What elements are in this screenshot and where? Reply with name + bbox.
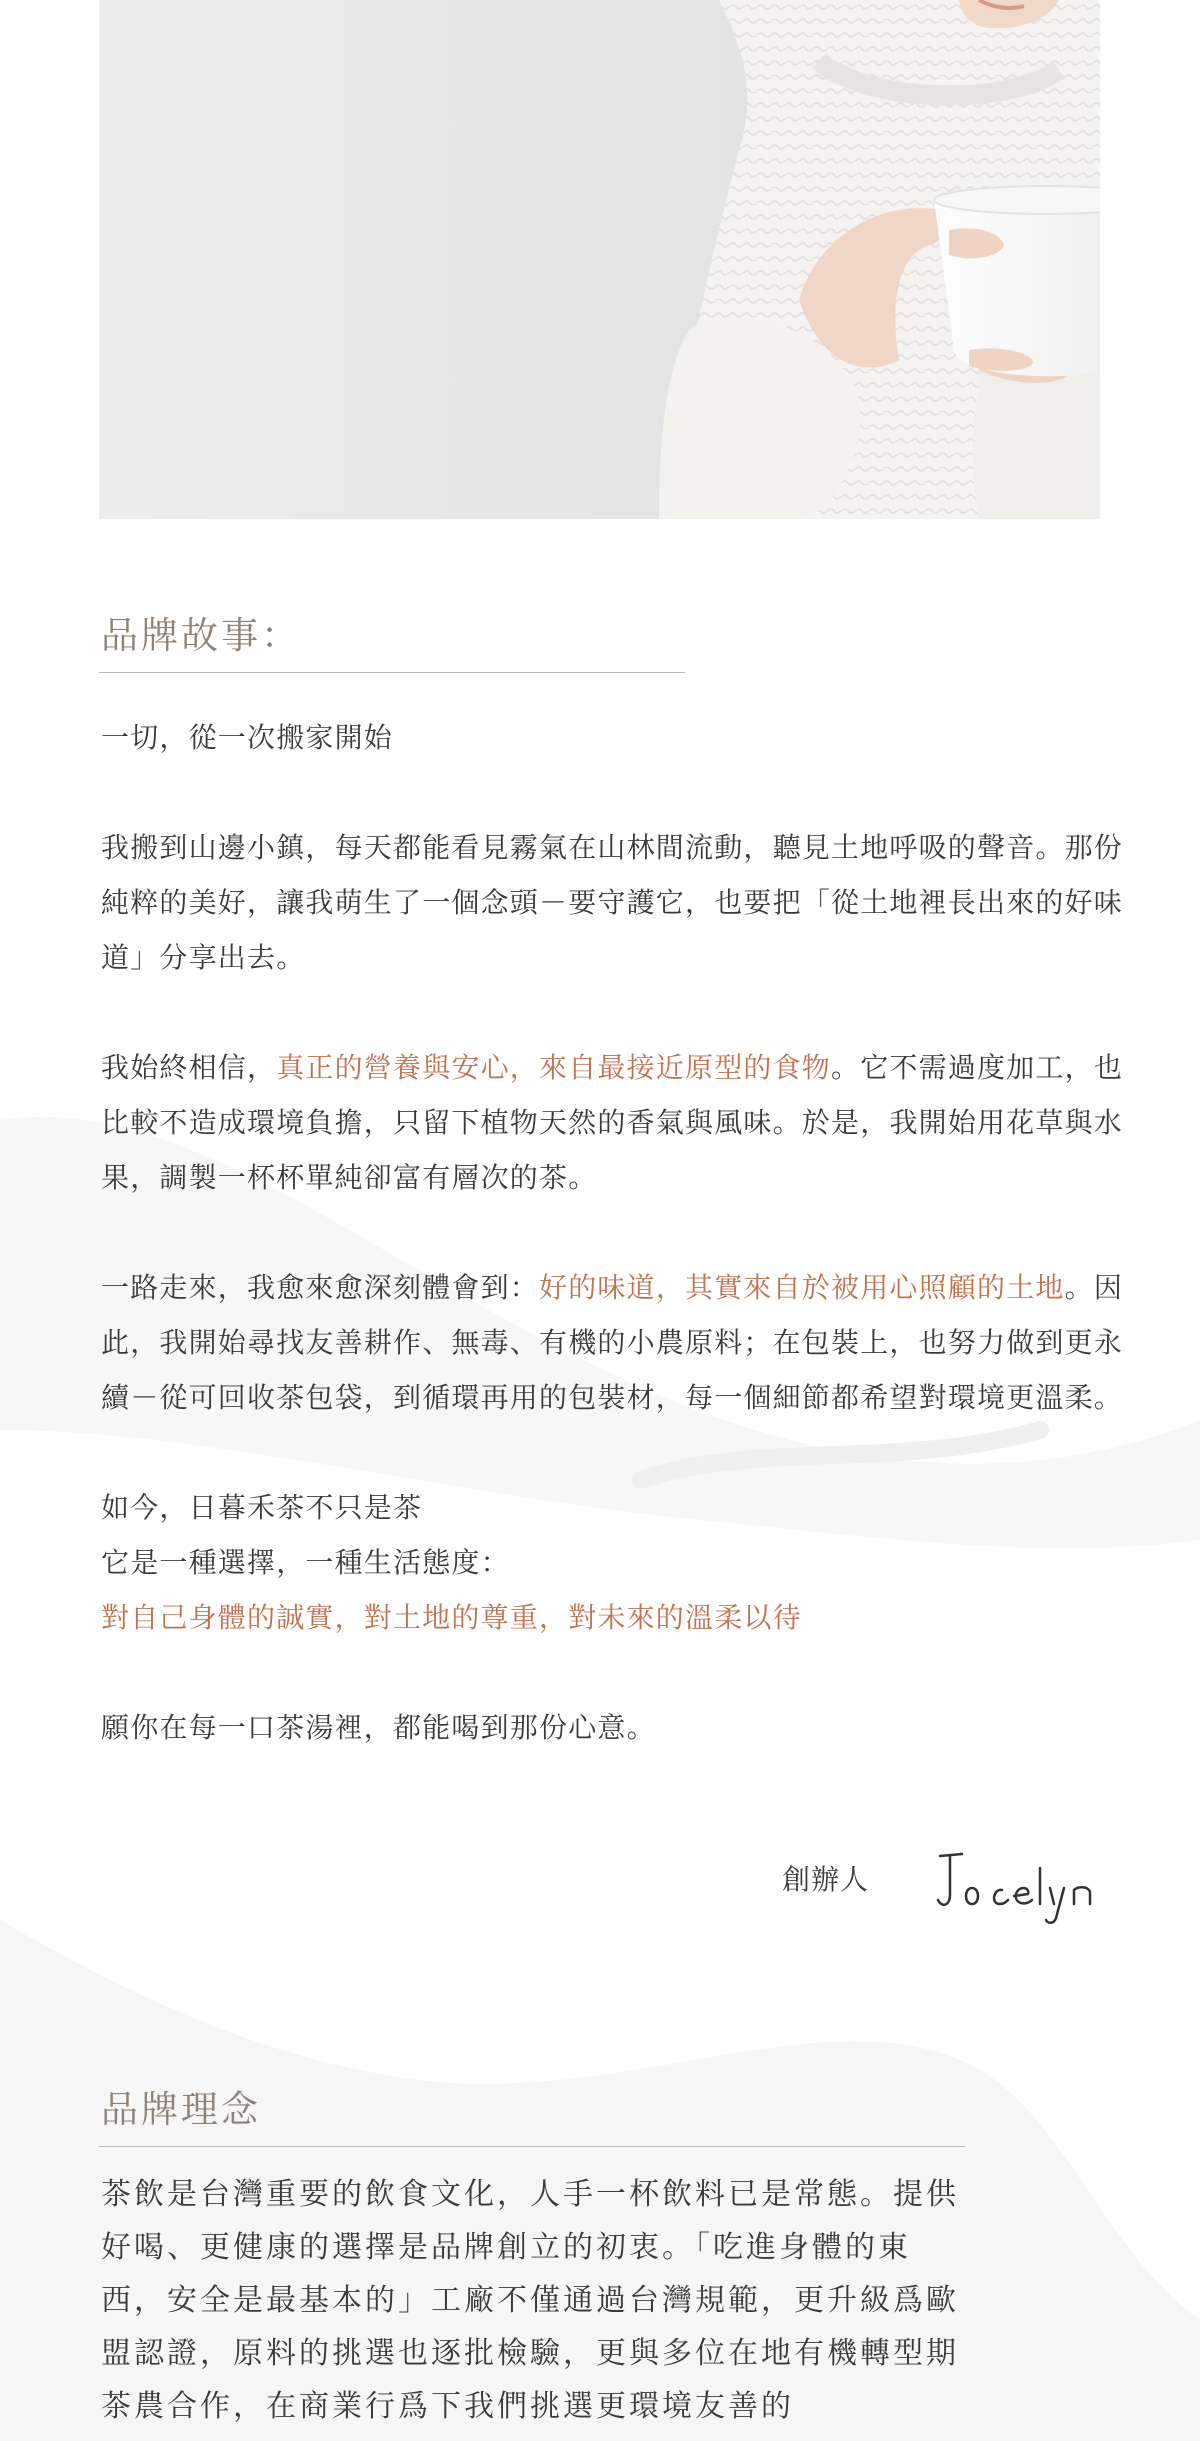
founder-signature: [936, 1848, 1126, 1928]
founder-label: 創辦人: [782, 1863, 870, 1896]
story-closing: 願你在每一口茶湯裡，都能喝到那份心意。: [101, 1711, 656, 1744]
story-p4-line2: 它是一種選擇，一種生活態度：: [101, 1546, 510, 1579]
story-p4-line1: 如今，日暮禾茶不只是茶: [101, 1491, 423, 1524]
philosophy-body: [101, 2168, 971, 2433]
story-highlight-1: 真正的營養與安心，來自最接近原型的食物: [276, 1051, 832, 1084]
story-opening: 一切，從一次搬家開始: [101, 721, 394, 754]
story-paragraph-4: [101, 1480, 1131, 1645]
philosophy-text: 茶飲是台灣重要的飲食文化，人手一杯飲料已是常態。提供好喝、更健康的選擇是品牌創立的初衷。「吃進身體的東西，安全是最基本的」工廠不僅通過台灣規範，更升級爲歐盟認證，原料的挑選也逐批檢驗，更與多位在地有機轉型期茶農合作，在商業行爲下我們挑選更環境友善的: [101, 2177, 959, 2424]
story-paragraph-2: 我始終相信，真正的營養與安心，來自最接近原型的食物。它不需過度加工，也比較不造成環境負擔，只留下植物天然的香氣與風味。於是，我開始用花草與水果，調製一杯杯單純卻富有層次的茶。: [101, 1051, 1124, 1194]
story-title-divider: [99, 672, 685, 673]
story-paragraph-1: 我搬到山邊小鎮，每天都能看見霧氣在山林間流動，聽見土地呼吸的聲音。那份純粹的美好，讓我萌生了一個念頭－要守護它，也要把「從土地裡長出來的好味道」分享出去。: [101, 831, 1124, 974]
story-paragraph-3: 一路走來，我愈來愈深刻體會到：好的味道，其實來自於被用心照顧的土地。因此，我開始尋找友善耕作、無毒、有機的小農原料；在包裝上，也努力做到更永續－從可回收茶包袋，到循環再用的包裝材，每一個細節都希望對環境更溫柔。: [101, 1271, 1124, 1414]
hero-image: [99, 0, 1100, 519]
story-highlight-2: 好的味道，其實來自於被用心照顧的土地: [539, 1271, 1065, 1304]
story-title: 品牌故事：: [101, 614, 301, 657]
story-body: [101, 710, 1131, 1810]
philosophy-title: 品牌理念: [101, 2088, 261, 2131]
story-highlight-3: 對自己身體的誠實，對土地的尊重，對未來的溫柔以待: [101, 1601, 802, 1634]
philosophy-title-divider: [99, 2146, 965, 2147]
